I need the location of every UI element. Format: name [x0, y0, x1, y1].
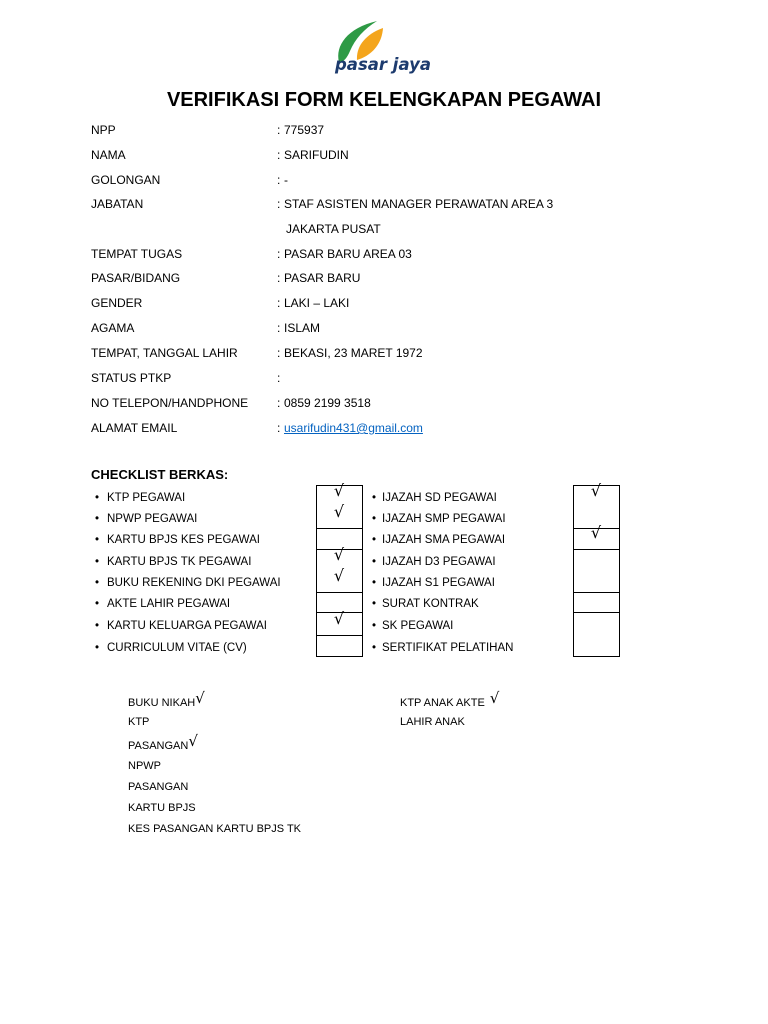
check-mark: √ [333, 481, 345, 500]
checklist-item-ijazah-sd [366, 481, 622, 506]
checklist-label: KARTU KELUARGA PEGAWAI [107, 620, 267, 632]
checklist-item-sertifikat-pelatihan [366, 640, 622, 656]
checklist-label: KARTU BPJS TK PEGAWAI [107, 556, 252, 568]
additional-label: KTP ANAK AKTE [400, 697, 485, 709]
field-label: NAMA [91, 148, 126, 162]
additional-label: KARTU BPJS [128, 802, 196, 814]
field-value: 0859 2199 3518 [284, 396, 371, 410]
additional-label: PASANGAN [128, 781, 189, 793]
additional-label: LAHIR ANAK [400, 716, 465, 728]
checklist-label: KTP PEGAWAI [107, 492, 186, 504]
checklist-label: SK PEGAWAI [382, 620, 454, 632]
field-label: GOLONGAN [91, 173, 161, 187]
checklist-item-sk-pegawai [366, 618, 622, 634]
checklist-item-surat-kontrak [366, 596, 622, 612]
field-value: PASAR BARU AREA 03 [284, 247, 412, 261]
checklist-heading: CHECKLIST BERKAS: [91, 467, 229, 482]
check-mark: √ [489, 689, 500, 707]
additional-item [400, 689, 500, 711]
field-separator: : [277, 346, 281, 360]
bullet: • [95, 556, 100, 568]
field-label: NPP [91, 123, 116, 137]
bullet: • [95, 492, 100, 504]
checklist-item-buku-rekening [91, 566, 363, 591]
checklist-label: IJAZAH SMP PEGAWAI [382, 513, 506, 525]
field-separator: : [277, 271, 281, 285]
field-label: PASAR/BIDANG [91, 271, 181, 285]
bullet: • [95, 620, 100, 632]
field-separator: : [277, 296, 281, 310]
field-label: TEMPAT, TANGGAL LAHIR [91, 346, 238, 360]
bullet: • [372, 513, 377, 525]
check-mark: √ [333, 502, 345, 521]
field-row-tempat-tanggal-lahir [91, 345, 691, 361]
checklist-item-kartu-bpjs-tk [91, 545, 363, 570]
field-value: - [284, 173, 288, 187]
bullet: • [95, 598, 100, 610]
checklist-item-ijazah-sma [366, 523, 622, 548]
checklist-item-npwp-pegawai [91, 502, 363, 527]
checklist-label: SERTIFIKAT PELATIHAN [382, 642, 514, 654]
field-row-jabatan [91, 196, 691, 236]
additional-item [128, 689, 205, 711]
bullet: • [372, 492, 377, 504]
field-label: ALAMAT EMAIL [91, 421, 178, 435]
bullet: • [372, 620, 377, 632]
additional-item [400, 714, 465, 730]
field-row-status-ptkp [91, 370, 691, 386]
field-row-no-telepon [91, 395, 691, 411]
field-value: ISLAM [284, 321, 321, 335]
checklist-item-akte-lahir [91, 596, 363, 612]
field-row-agama [91, 320, 691, 336]
field-label: AGAMA [91, 321, 135, 335]
checklist-label: KARTU BPJS KES PEGAWAI [107, 534, 260, 546]
pasar-jaya-logo [333, 18, 437, 80]
check-mark: √ [195, 689, 205, 707]
field-value: STAF ASISTEN MANAGER PERAWATAN AREA 3 [284, 197, 554, 211]
bullet: • [95, 513, 100, 525]
checklist-item-curriculum-vitae [91, 640, 363, 656]
bullet: • [95, 642, 100, 654]
checklist-label: IJAZAH S1 PEGAWAI [382, 577, 495, 589]
field-value: LAKI – LAKI [284, 296, 350, 310]
field-label: STATUS PTKP [91, 371, 172, 385]
field-separator: : [277, 173, 281, 187]
checklist-label: IJAZAH SD PEGAWAI [382, 492, 497, 504]
additional-item [128, 758, 161, 774]
checklist-item-kartu-keluarga [91, 609, 363, 634]
bullet: • [372, 556, 377, 568]
field-value: PASAR BARU [284, 271, 361, 285]
field-value: 775937 [284, 123, 325, 137]
field-separator: : [277, 371, 281, 385]
checklist-item-ijazah-smp [366, 511, 622, 527]
additional-label: KTP [128, 716, 150, 728]
check-mark: √ [188, 732, 198, 750]
checklist-label: IJAZAH SMA PEGAWAI [382, 534, 506, 546]
field-label: JABATAN [91, 197, 144, 211]
field-value-continued: JAKARTA PUSAT [286, 222, 381, 236]
additional-label: BUKU NIKAH [128, 697, 196, 709]
bullet: • [372, 534, 377, 546]
additional-label: KES PASANGAN KARTU BPJS TK [128, 823, 301, 835]
checklist-item-ijazah-s1 [366, 575, 622, 591]
field-separator: : [277, 321, 281, 335]
field-row-alamat-email [91, 420, 691, 436]
checklist-label: CURRICULUM VITAE (CV) [107, 642, 247, 654]
field-row-tempat-tugas [91, 246, 691, 262]
bullet: • [95, 534, 100, 546]
additional-item [128, 732, 198, 754]
checklist-label: SURAT KONTRAK [382, 598, 479, 610]
bullet: • [95, 577, 100, 589]
bullet: • [372, 577, 377, 589]
additional-label: NPWP [128, 760, 161, 772]
field-label: NO TELEPON/HANDPHONE [91, 396, 249, 410]
checklist-label: NPWP PEGAWAI [107, 513, 198, 525]
field-row-pasar-bidang [91, 270, 691, 286]
field-separator: : [277, 197, 281, 211]
additional-item [128, 779, 188, 795]
field-row-golongan [91, 172, 691, 188]
field-label: GENDER [91, 296, 143, 310]
page-title: VERIFIKASI FORM KELENGKAPAN PEGAWAI [166, 89, 602, 111]
additional-item [128, 714, 149, 730]
check-mark: √ [333, 566, 345, 585]
field-value: BEKASI, 23 MARET 1972 [284, 346, 423, 360]
additional-item [128, 800, 196, 816]
field-row-npp [91, 122, 691, 138]
field-row-gender [91, 295, 691, 311]
checklist-label: AKTE LAHIR PEGAWAI [107, 598, 231, 610]
field-separator: : [277, 396, 281, 410]
logo-text: pasar jaya [335, 55, 431, 74]
checklist-label: IJAZAH D3 PEGAWAI [382, 556, 496, 568]
field-separator: : [277, 148, 281, 162]
field-row-nama [91, 147, 691, 163]
bullet: • [372, 642, 377, 654]
checklist-label: BUKU REKENING DKI PEGAWAI [107, 577, 281, 589]
check-mark: √ [590, 523, 602, 542]
check-mark: √ [333, 545, 345, 564]
field-value: SARIFUDIN [284, 148, 349, 162]
checklist-item-ktp-pegawai [91, 481, 363, 506]
additional-item [128, 821, 301, 837]
check-mark: √ [333, 609, 345, 628]
check-mark: √ [590, 481, 602, 500]
field-separator: : [277, 247, 281, 261]
field-label: TEMPAT TUGAS [91, 247, 183, 261]
checklist-item-ijazah-d3 [366, 554, 622, 570]
additional-label: PASANGAN [128, 740, 189, 752]
bullet: • [372, 598, 377, 610]
checklist-item-kartu-bpjs-kes [91, 532, 363, 548]
field-separator: : [277, 421, 281, 435]
field-separator: : [277, 123, 281, 137]
email-link[interactable]: usarifudin431@gmail.com [284, 421, 423, 435]
